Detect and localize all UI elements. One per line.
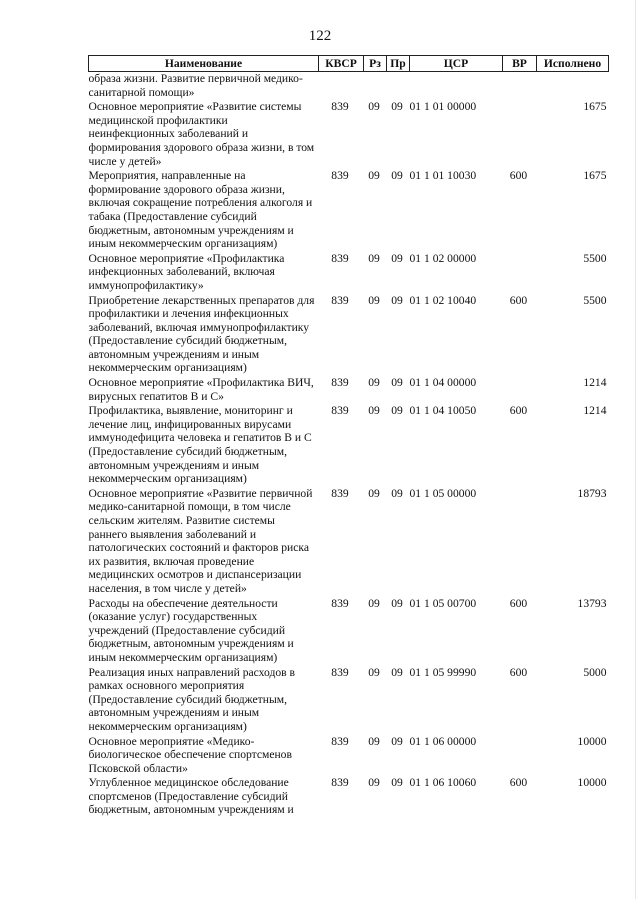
row-pr: 09	[391, 665, 403, 679]
table-row	[89, 487, 609, 597]
header-done: Исполнено	[537, 56, 609, 72]
row-pr: 09	[391, 293, 403, 307]
row-kvsr	[319, 72, 364, 101]
table-row	[89, 404, 609, 487]
table-row	[89, 376, 609, 404]
row-csr: 01 1 04 00000	[409, 376, 477, 390]
row-vr	[503, 735, 537, 777]
row-pr: 09	[391, 596, 403, 610]
header-csr: ЦСР	[410, 56, 503, 72]
row-csr	[410, 72, 503, 101]
row-name: образа жизни. Развитие первичной медико-санитарной помощи»	[88, 72, 303, 99]
row-csr: 01 1 05 00000	[409, 486, 477, 500]
page-number: 122	[308, 28, 332, 44]
row-pr: 09	[391, 169, 403, 183]
row-name: Основное мероприятие «Развитие системы медицинской профилактики неинфекционных заболеваний и формирования здорового образа жизни, в том числе у детей»	[88, 100, 315, 168]
row-csr: 01 1 01 00000	[409, 100, 477, 114]
row-pr: 09	[391, 404, 403, 418]
row-kvsr: 839	[331, 665, 349, 679]
row-pr: 09	[391, 776, 403, 790]
row-done: 1675	[583, 169, 607, 183]
row-pr: 09	[391, 100, 403, 114]
row-done: 5500	[583, 293, 607, 307]
row-csr: 01 1 05 00700	[409, 596, 477, 610]
row-rz: 09	[368, 251, 380, 265]
row-pr	[387, 72, 410, 101]
header-vr: ВР	[503, 56, 537, 72]
row-rz: 09	[368, 100, 380, 114]
row-vr	[503, 100, 537, 169]
budget-execution-table	[88, 55, 609, 818]
row-name: Реализация иных направлений расходов в рамках основного мероприятия (Предоставление субсидий бюджетным, автономным учреждениям и иным некоммерческим организациям)	[88, 665, 295, 733]
table-row	[89, 666, 609, 735]
row-rz: 09	[368, 734, 380, 748]
row-name: Углубленное медицинское обследование спортсменов (Предоставление субсидий бюджетным, автономным учреждениям и	[88, 776, 294, 817]
row-name: Основное мероприятие «Профилактика инфекционных заболеваний, включая иммунопрофилактику»	[88, 251, 285, 292]
row-rz	[364, 72, 387, 101]
table-header-row	[89, 56, 609, 72]
row-vr	[503, 376, 537, 404]
row-kvsr: 839	[331, 486, 349, 500]
row-done: 10000	[577, 734, 607, 748]
row-done: 5000	[583, 665, 607, 679]
row-rz: 09	[368, 376, 380, 390]
row-done: 1214	[583, 376, 607, 390]
table-row	[89, 100, 609, 169]
row-vr: 600	[509, 404, 528, 418]
row-kvsr: 839	[331, 776, 349, 790]
row-done: 13793	[577, 596, 607, 610]
header-kvsr: КВСР	[319, 56, 364, 72]
row-kvsr: 839	[331, 376, 349, 390]
row-vr: 600	[509, 169, 528, 183]
row-csr: 01 1 01 10030	[409, 169, 477, 183]
row-pr: 09	[391, 734, 403, 748]
row-csr: 01 1 04 10050	[409, 404, 477, 418]
row-rz: 09	[368, 776, 380, 790]
row-vr	[503, 72, 537, 101]
row-rz: 09	[368, 486, 380, 500]
row-pr: 09	[391, 376, 403, 390]
row-csr: 01 1 02 10040	[409, 293, 477, 307]
row-kvsr: 839	[331, 100, 349, 114]
row-name: Приобретение лекарственных препаратов для профилактики и лечения инфекционных заболеваний, включая иммунопрофилактику (Предоставление субсидий бюджетным, автономным учреждениям и иным некоммерческим организациям)	[88, 293, 315, 375]
row-kvsr: 839	[331, 169, 349, 183]
table-row	[89, 294, 609, 377]
row-vr	[503, 487, 537, 597]
row-done: 1675	[583, 100, 607, 114]
row-csr: 01 1 06 00000	[409, 734, 477, 748]
row-name: Профилактика, выявление, мониторинг и лечение лиц, инфицированных вирусами иммунодефицита человека и гепатитов В и С (Предоставление субсидий бюджетным, автономным учреждениям и иным некоммерческим организациям)	[88, 404, 312, 486]
row-vr: 600	[509, 596, 528, 610]
row-vr: 600	[509, 776, 528, 790]
table-row	[89, 597, 609, 666]
row-name: Мероприятия, направленные на формирование здорового образа жизни, включая сокращение потребления алкоголя и табака (Предоставление субсидий бюджетным, автономным учреждениям и иным некоммерческим организациям)	[88, 169, 313, 251]
table-row	[89, 735, 609, 777]
row-done: 10000	[577, 776, 607, 790]
row-done	[537, 72, 609, 101]
row-done: 1214	[583, 404, 607, 418]
row-pr: 09	[391, 251, 403, 265]
row-vr: 600	[509, 665, 528, 679]
row-name: Основное мероприятие «Профилактика ВИЧ, вирусных гепатитов В и С»	[88, 376, 314, 403]
row-kvsr: 839	[331, 293, 349, 307]
table-row	[89, 252, 609, 294]
row-done: 18793	[577, 486, 607, 500]
header-name: Наименование	[89, 56, 319, 72]
row-pr: 09	[391, 486, 403, 500]
scan-edge-line	[635, 0, 636, 899]
table-row	[89, 776, 609, 818]
row-name: Основное мероприятие «Развитие первичной медико-санитарной помощи, в том числе сельским жителям. Развитие системы раннего выявления заболеваний и патологических состояний и факторов риска их развития, включая проведение медицинских осмотров и диспансеризации населения, в том числе у детей»	[88, 486, 313, 595]
row-done: 5500	[583, 251, 607, 265]
header-pr: Пр	[387, 56, 410, 72]
header-rz: Рз	[364, 56, 387, 72]
row-kvsr: 839	[331, 404, 349, 418]
row-csr: 01 1 06 10060	[409, 776, 477, 790]
row-rz: 09	[368, 169, 380, 183]
row-vr: 600	[509, 293, 528, 307]
table-row	[89, 169, 609, 252]
row-rz: 09	[368, 293, 380, 307]
table-row	[89, 72, 609, 101]
row-rz: 09	[368, 665, 380, 679]
row-name: Основное мероприятие «Медико-биологическое обеспечение спортсменов Псковской области»	[88, 734, 292, 775]
row-kvsr: 839	[331, 596, 349, 610]
row-csr: 01 1 02 00000	[409, 251, 477, 265]
row-kvsr: 839	[331, 734, 349, 748]
row-csr: 01 1 05 99990	[409, 665, 477, 679]
row-vr	[503, 252, 537, 294]
row-rz: 09	[368, 404, 380, 418]
row-rz: 09	[368, 596, 380, 610]
row-name: Расходы на обеспечение деятельности (оказание услуг) государственных учреждений (Предоставление субсидий бюджетным, автономным учреждениям и иным некоммерческим организациям)	[88, 596, 294, 664]
row-kvsr: 839	[331, 251, 349, 265]
